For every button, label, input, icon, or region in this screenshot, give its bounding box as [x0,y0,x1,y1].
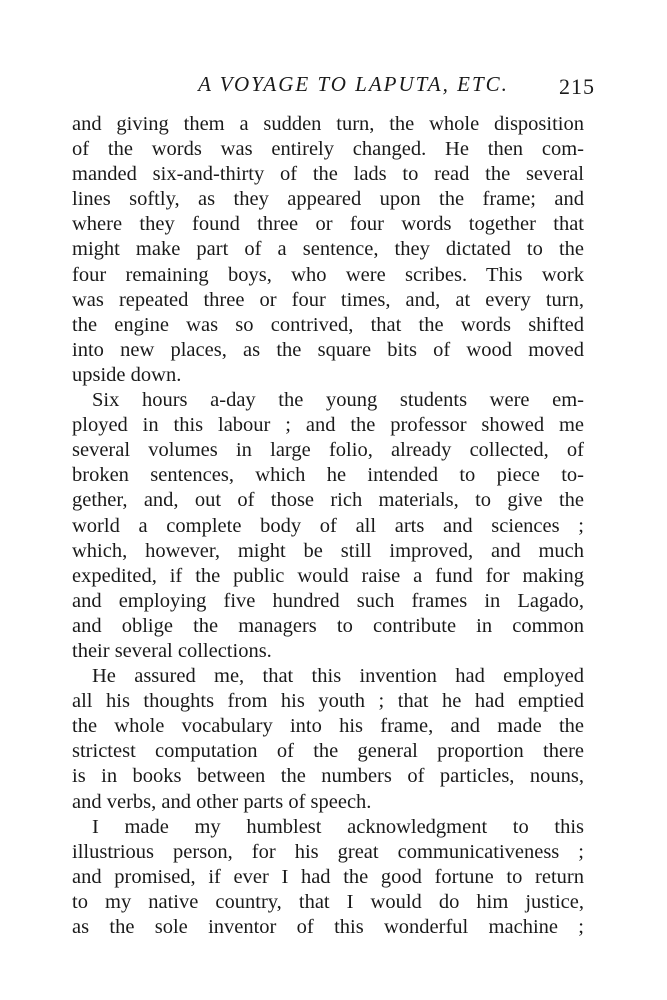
text-line: gether, and, out of those rich materials, to give the [72,489,584,512]
text-line: He assured me, that this invention had employed [92,665,584,688]
text-line: is in books between the numbers of particles, nouns, [72,765,584,788]
text-line: broken sentences, which he intended to piece to- [72,464,584,487]
text-line: upside down. [72,363,182,386]
running-title: A VOYAGE TO LAPUTA, ETC. [198,72,509,96]
text-line: was repeated three or four times, and, at every turn, [72,288,584,311]
paragraph [72,815,584,940]
body-text [72,112,584,940]
text-line: and promised, if ever I had the good fortune to return [72,865,584,888]
text-line: illustrious person, for his great communicativeness ; [72,840,584,863]
text-line: manded six-and-thirty of the lads to read the several [72,163,584,186]
text-line: their several collections. [72,639,272,662]
text-line: several volumes in large folio, already collected, of [72,439,584,462]
text-line: and oblige the managers to contribute in common [72,614,584,637]
text-line: and employing five hundred such frames in Lagado, [72,589,584,612]
text-line: might make part of a sentence, they dictated to the [72,238,584,261]
text-line: strictest computation of the general proportion there [72,740,584,763]
page-header [72,72,595,106]
text-line: of the words was entirely changed. He then com- [72,138,584,161]
text-line: world a complete body of all arts and sciences ; [72,514,584,537]
text-line: Six hours a-day the young students were em- [92,389,584,412]
text-line: ployed in this labour ; and the professor showed me [72,414,584,437]
paragraph [72,112,584,388]
text-line: all his thoughts from his youth ; that he had emptied [72,690,584,713]
text-line: four remaining boys, who were scribes. This work [72,263,584,286]
text-line: where they found three or four words together that [72,213,584,236]
text-line: the whole vocabulary into his frame, and made the [72,715,584,738]
text-line: and giving them a sudden turn, the whole disposition [72,113,584,135]
text-line: which, however, might be still improved, and much [72,539,584,562]
text-line: to my native country, that I would do him justice, [72,890,584,913]
text-line: and verbs, and other parts of speech. [72,790,372,813]
text-line: as the sole inventor of this wonderful machine ; [72,916,584,938]
text-line: lines softly, as they appeared upon the frame; and [72,188,584,211]
text-line: the engine was so contrived, that the words shifted [72,313,584,336]
text-line: into new places, as the square bits of wood moved [72,338,584,361]
paragraph [72,388,584,664]
text-line: I made my humblest acknowledgment to this [92,815,584,838]
paragraph [72,664,584,815]
text-line: expedited, if the public would raise a fund for making [72,564,584,587]
page-number: 215 [559,74,595,99]
